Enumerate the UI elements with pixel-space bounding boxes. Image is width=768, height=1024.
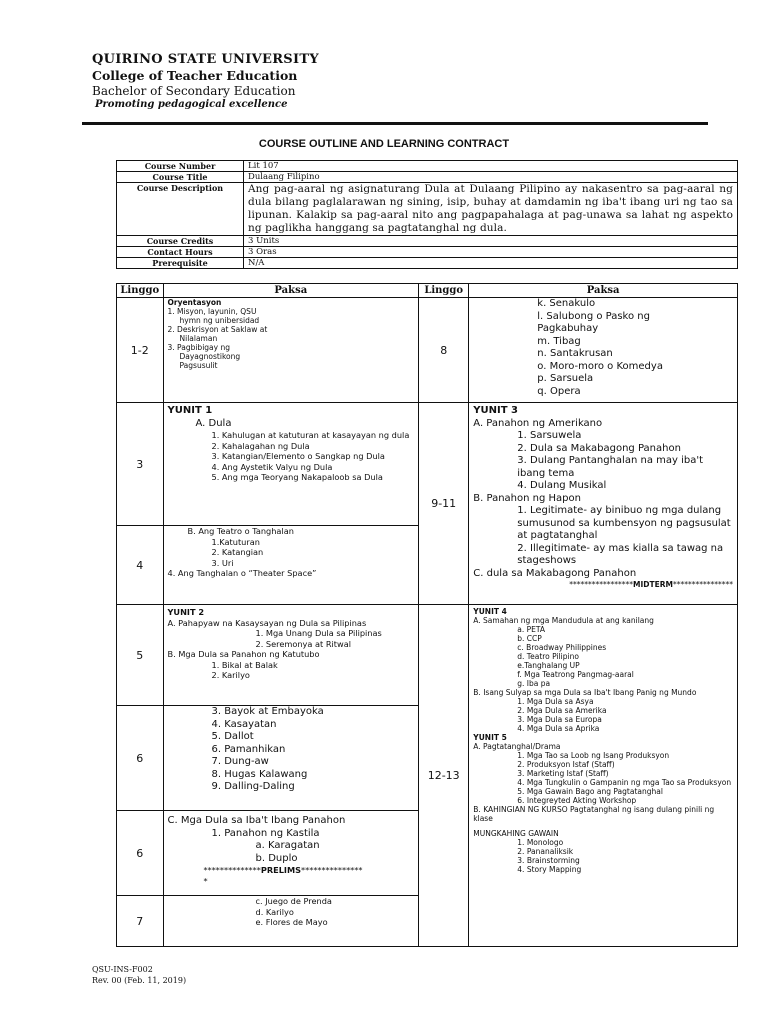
college-name: College of Teacher Education (92, 68, 298, 83)
week-cell: 5 (117, 605, 164, 706)
section-title: YUNIT 3 (473, 405, 518, 416)
list-item: 3. Brainstorming (517, 856, 580, 865)
info-value: 3 Oras (244, 247, 738, 258)
info-label: Course Credits (117, 236, 244, 247)
list-item: e.Tanghalang UP (517, 661, 580, 670)
subsection-title: A. Dula (195, 417, 232, 429)
info-value: Lit 107 (244, 161, 738, 172)
list-item: 1. Mga Unang Dula sa Pilipinas (255, 628, 382, 638)
subsection-title: C. dula sa Makabagong Panahon (473, 567, 637, 579)
midterm-stars: ***************** (569, 580, 634, 589)
week-cell: 6 (117, 706, 164, 811)
info-label: Contact Hours (117, 247, 244, 258)
list-item: 3. Mga Dula sa Europa (517, 715, 602, 724)
list-item: 4. Mga Tungkulin o Gampanin ng mga Tao sa Produksyon (517, 778, 732, 787)
list-item: 1.Katuturan (211, 536, 260, 547)
list-item: l. Salubong o Pasko ng (537, 310, 650, 322)
week-cell: 6 (117, 811, 164, 896)
week-cell: 8 (419, 298, 469, 403)
list-item: o. Moro-moro o Komedya (537, 360, 663, 372)
list-item: 3. Uri (211, 557, 234, 568)
list-item: 5. Ang mga Teoryang Nakapaloob sa Dula (211, 472, 383, 482)
midterm-stars: **************** (673, 580, 733, 589)
list-item: c. Broadway Philippines (517, 643, 607, 652)
subsection-title: B. KAHINGIAN NG KURSO Pagtatanghal ng isang dulang pinili ng klase (473, 805, 715, 823)
info-row (117, 247, 738, 258)
list-item: 1. Mga Tao sa Loob ng Isang Produksyon (517, 751, 670, 760)
list-item: 2. Seremonya at Ritwal (255, 638, 352, 649)
document-title: COURSE OUTLINE AND LEARNING CONTRACT (258, 138, 510, 150)
list-item: p. Sarsuela (537, 373, 594, 384)
list-item: 4. Ang Tanghalan o “Theater Space” (167, 568, 317, 578)
info-label: Course Title (117, 172, 244, 183)
prelims-stars: ************** (203, 865, 261, 875)
section-title: Oryentasyon (167, 298, 222, 307)
list-item: 2. Pananaliksik (517, 847, 574, 856)
list-item: b. CCP (517, 634, 542, 643)
list-item: 4. Dulang Musikal (517, 480, 607, 491)
topic-cell-iba-panahon (163, 811, 419, 896)
topic-cell-orientation (163, 298, 419, 403)
info-row (117, 172, 738, 183)
topic-header: Paksa (163, 284, 419, 298)
list-item: 2. Deskrisyon at Saklaw at (167, 325, 268, 334)
week-cell: 7 (117, 896, 164, 947)
list-item: q. Opera (537, 385, 581, 397)
section-title: YUNIT 2 (167, 607, 205, 617)
section-title: YUNIT 1 (167, 405, 213, 416)
info-value: 3 Units (244, 236, 738, 247)
subsection-title: A. Pagtatanghal/Drama (473, 742, 561, 751)
list-item: Dayagnostikong (179, 352, 241, 361)
subsection-title: A. Pahapyaw na Kasaysayan ng Dula sa Pilipinas (167, 617, 367, 628)
info-label: Course Description (117, 183, 244, 236)
list-item: k. Senakulo (537, 298, 596, 309)
subsection-title: B. Isang Sulyap sa mga Dula sa Iba't Ibang Panig ng Mundo (473, 688, 697, 697)
list-item: Pagsusulit (179, 361, 218, 370)
list-item: 1. Sarsuwela (517, 430, 582, 441)
section-title: YUNIT 5 (473, 733, 507, 742)
week-cell: 12-13 (419, 605, 469, 947)
document-footer (92, 964, 186, 986)
course-info-table (116, 160, 738, 269)
list-item: 2. Kahalagahan ng Dula (211, 440, 310, 451)
midterm-label: MIDTERM (633, 580, 673, 589)
topic-cell-yunit-2 (163, 605, 419, 706)
info-label: Prerequisite (117, 258, 244, 269)
topic-cell-yunit-1 (163, 403, 419, 526)
list-item: 2. Produksyon Istaf (Staff) (517, 760, 615, 769)
list-item: 3. Dulang Pantanghalan na may iba't ibang tema (517, 455, 704, 479)
header-divider (82, 122, 708, 125)
topic-cell-week-8 (469, 298, 738, 403)
program-name: Bachelor of Secondary Education (92, 84, 296, 98)
schedule-row (117, 605, 738, 706)
list-item: c. Juego de Prenda (255, 896, 332, 906)
list-item: 2. Mga Dula sa Amerika (517, 706, 607, 715)
list-item: a. Karagatan (255, 840, 320, 851)
schedule-table (116, 283, 738, 947)
week-cell: 3 (117, 403, 164, 526)
list-item: 1. Monologo (517, 838, 564, 847)
list-item: n. Santakrusan (537, 348, 613, 359)
prelims-label: PRELIMS (260, 865, 302, 875)
topic-cell-yunit-4-5 (469, 605, 738, 947)
info-value: Dulaang Filipino (244, 172, 738, 183)
schedule-row (117, 298, 738, 403)
subsection-title: B. Mga Dula sa Panahon ng Katutubo (167, 649, 320, 659)
list-item: d. Karilyo (255, 906, 294, 917)
info-row (117, 236, 738, 247)
week-header-2: Linggo (419, 284, 469, 298)
schedule-header-row (117, 284, 738, 298)
list-item: 4. Kasayatan (211, 718, 277, 730)
subsection-title: 1. Panahon ng Kastila (211, 827, 320, 839)
week-cell: 9-11 (419, 403, 469, 605)
list-item: 1. Misyon, layunin, QSU (167, 307, 257, 316)
list-item: 4. Mga Dula sa Aprika (517, 724, 600, 733)
topic-cell-dula-list (163, 706, 419, 811)
subsection-title: A. Samahan ng mga Mandudula at ang kanilang (473, 616, 654, 625)
list-item: 4. Ang Aystetik Valyu ng Dula (211, 461, 333, 472)
section-title: YUNIT 4 (473, 607, 507, 616)
info-value: N/A (244, 258, 738, 269)
prelims-marker (168, 865, 415, 876)
list-item: 2. Illegitimate- ay mas kialla sa tawag na stageshows (517, 542, 724, 566)
list-item: 3. Bayok at Embayoka (211, 706, 324, 717)
list-item: e. Flores de Mayo (255, 917, 328, 927)
list-item: hymn ng unibersidad (179, 316, 260, 325)
list-item: 7. Dung-aw (211, 756, 269, 767)
revision-info: Rev. 00 (Feb. 11, 2019) (92, 976, 187, 985)
list-item: a. PETA (517, 625, 546, 634)
list-item: d. Teatro Pilipino (517, 652, 579, 661)
document-header (92, 52, 319, 110)
list-item: 2. Dula sa Makabagong Panahon (517, 442, 681, 454)
prelims-stars: *************** (301, 865, 363, 875)
course-description: Ang pag-aaral ng asignaturang Dula at Dulaang Pilipino ay nakasentro sa pag-aaral ng dula bilang paglalarawan ng sining, isip, buhay at damdamin ng iba't ibang uri ng tao sa lipunan. Kalakip sa pag-aaral nito ang pagpapahalaga at pag-unawa sa lahat ng aspekto ng paglikha hanggang sa pagtatanghal ng dula. (244, 183, 738, 236)
list-item: 8. Hugas Kalawang (211, 768, 308, 780)
list-item: f. Mga Teatrong Pangmag-aaral (517, 670, 634, 679)
list-item: 5. Mga Gawain Bago ang Pagtatanghal (517, 787, 663, 796)
topic-cell-teatro (163, 526, 419, 605)
list-item: 1. Bikal at Balak (211, 659, 278, 670)
info-row (117, 161, 738, 172)
list-item: b. Duplo (255, 852, 298, 864)
list-item: 9. Dalling-Daling (211, 781, 295, 792)
list-item: 2. Karilyo (211, 670, 250, 680)
info-row (117, 183, 738, 236)
subsection-title: MUNGKAHING GAWAIN (473, 829, 559, 838)
list-item: 1. Mga Dula sa Asya (517, 697, 594, 706)
subsection-title: C. Mga Dula sa Iba't Ibang Panahon (167, 815, 346, 826)
list-item: 1. Legitimate- ay binibuo ng mga dulang sumusunod sa kumbensyon ng pagsusulat at pagtatanghal (517, 505, 731, 541)
subsection-title: B. Panahon ng Hapon (473, 492, 581, 504)
week-cell: 4 (117, 526, 164, 605)
list-item: 6. Integreyted Akting Workshop (517, 796, 637, 805)
list-item: 3. Pagbibigay ng (167, 343, 230, 352)
subsection-title: B. Ang Teatro o Tanghalan (187, 526, 294, 536)
list-item: 4. Story Mapping (517, 865, 582, 874)
form-code: QSU-INS-F002 (92, 965, 153, 974)
list-item: m. Tibag (537, 335, 581, 347)
motto: Promoting pedagogical excellence (95, 99, 288, 110)
list-item: 6. Pamanhikan (211, 743, 286, 755)
info-label: Course Number (117, 161, 244, 172)
list-item: Nilalaman (179, 334, 218, 343)
week-header: Linggo (117, 284, 164, 298)
list-item: 3. Marketing Istaf (Staff) (517, 769, 609, 778)
schedule-row (117, 403, 738, 526)
list-item: g. Iba pa (517, 679, 551, 688)
list-item: Pagkabuhay (537, 323, 599, 334)
list-item: 3. Katangian/Elemento o Sangkap ng Dula (211, 451, 385, 461)
topic-cell-yunit-3 (469, 403, 738, 605)
list-item: 5. Dallot (211, 731, 254, 742)
week-cell: 1-2 (117, 298, 164, 403)
info-row (117, 258, 738, 269)
prelims-stars: * (203, 875, 208, 886)
subsection-title: A. Panahon ng Amerikano (473, 417, 603, 429)
midterm-marker (473, 580, 733, 589)
list-item: 2. Katangian (211, 547, 264, 557)
university-name: QUIRINO STATE UNIVERSITY (92, 52, 319, 67)
topic-cell-week-7 (163, 896, 419, 947)
list-item: 1. Kahulugan at katuturan at kasayayan ng dula (211, 430, 410, 440)
topic-header-2: Paksa (469, 284, 738, 298)
